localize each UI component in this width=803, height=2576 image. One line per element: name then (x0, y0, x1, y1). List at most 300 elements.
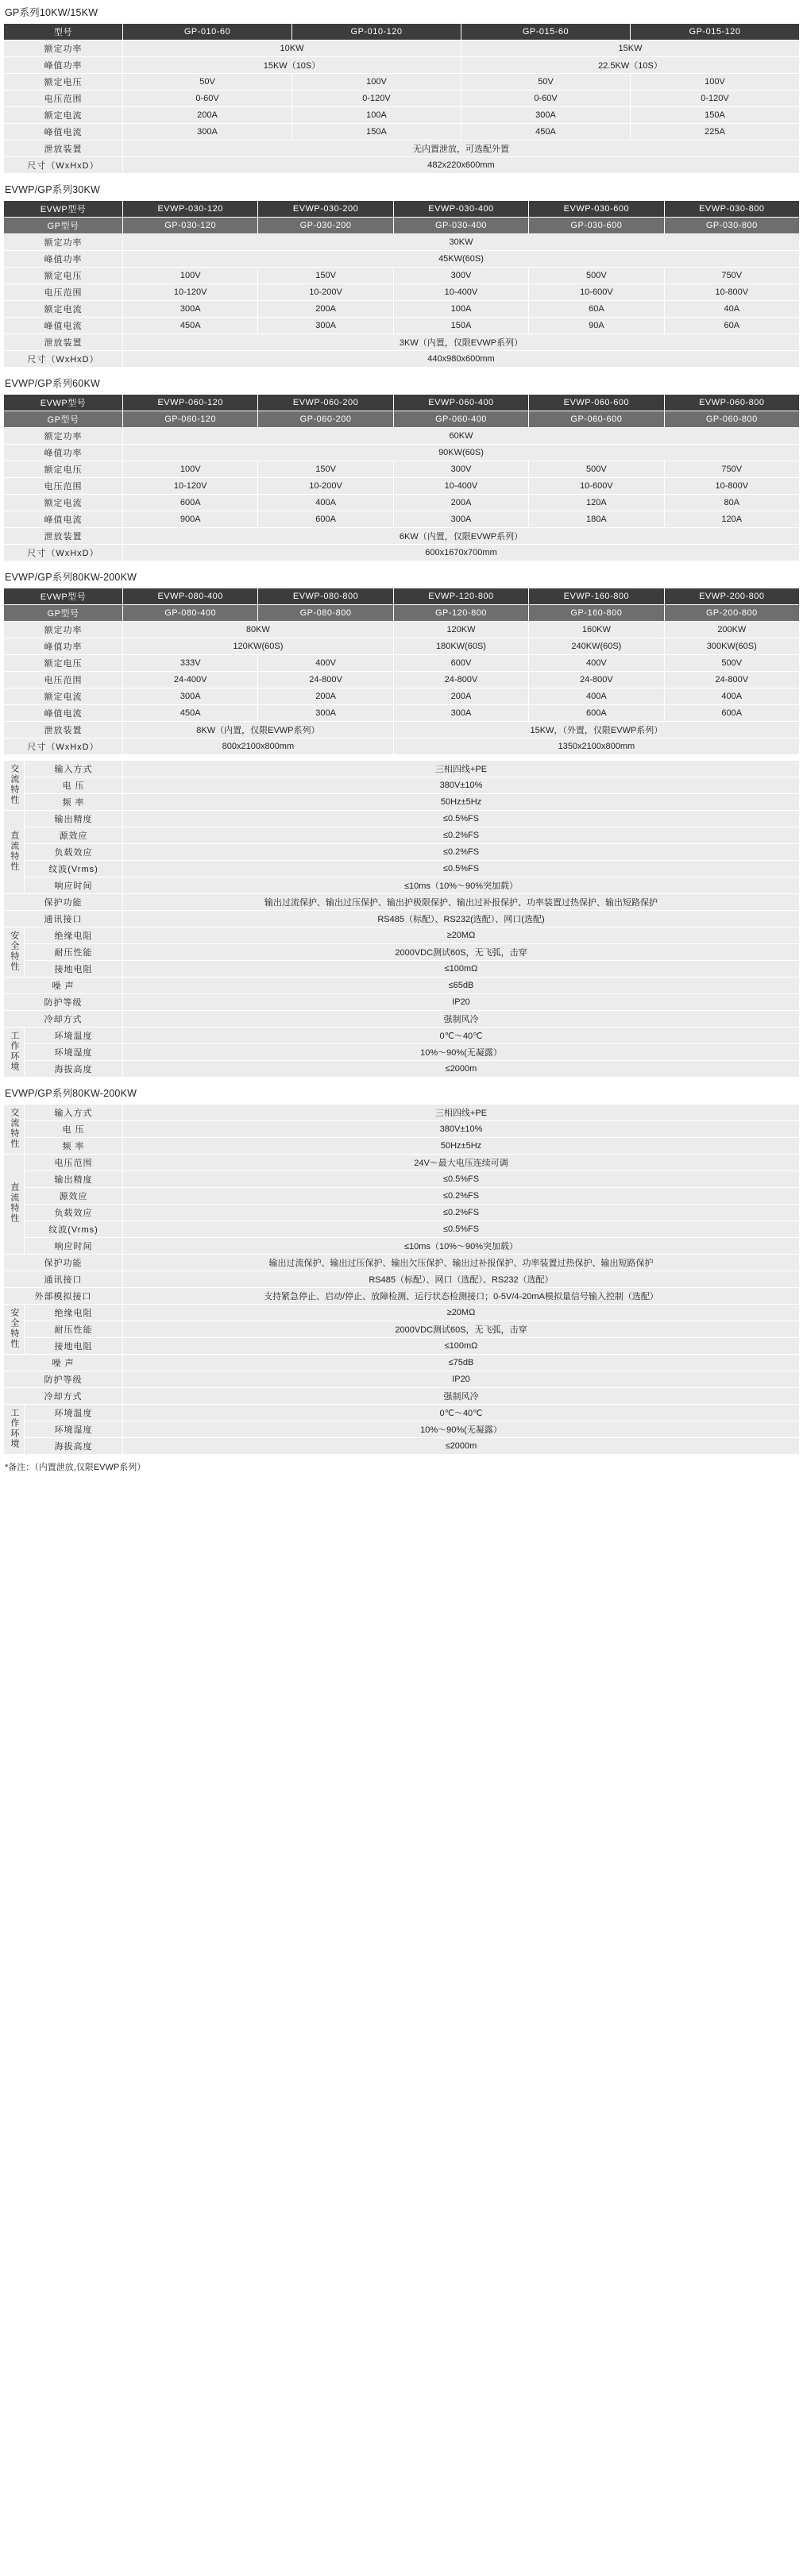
spec-label: 绝缘电阻 (25, 927, 123, 944)
row-value: 45KW(60S) (123, 251, 800, 268)
row-label: 泄放装置 (4, 722, 123, 738)
header-cell: EVWP-160-800 (529, 588, 664, 605)
table-row (4, 705, 800, 722)
spec-label: 耐压性能 (25, 1321, 123, 1338)
spec-label: 耐压性能 (25, 944, 123, 961)
table-row (4, 107, 800, 124)
row-value: 400A (258, 495, 393, 511)
spec-label: 负载效应 (25, 1205, 123, 1221)
row-value: 300KW(60S) (664, 638, 799, 655)
spec-value: 50Hz±5Hz (123, 794, 800, 811)
table-row (4, 738, 800, 755)
header-cell: EVWP-200-800 (664, 588, 799, 605)
table-row (4, 234, 800, 251)
spec-row (4, 844, 800, 861)
header-cell: EVWP-060-400 (393, 395, 528, 411)
table-header-row (4, 24, 800, 40)
row-value: 600A (664, 705, 799, 722)
table-row (4, 351, 800, 368)
row-value: 750V (664, 461, 799, 478)
section-title-evwp-60: EVWP/GP系列60KW (5, 378, 100, 389)
spec-value: ≤100mΩ (123, 961, 800, 978)
row-value: 0-60V (123, 91, 292, 107)
spec-row (4, 1405, 800, 1421)
row-value: 200A (393, 495, 528, 511)
row-value: 10-120V (123, 284, 258, 301)
spec-label: 环境温度 (25, 1028, 123, 1044)
header-cell: EVWP-030-400 (393, 201, 528, 218)
row-value: 300A (393, 511, 528, 528)
row-label: 电压范围 (4, 284, 123, 301)
spec-label: 保护功能 (4, 1255, 123, 1271)
subheader-cell: GP-060-200 (258, 411, 393, 428)
category-dc: 直流特性 (4, 1155, 25, 1255)
row-label: 尺寸（WxHxD） (4, 351, 123, 368)
spec-row (4, 1105, 800, 1121)
row-value: 60A (529, 301, 664, 318)
row-value: 160KW (529, 622, 664, 638)
table-evwp-60 (3, 394, 800, 561)
row-value: 24-400V (123, 672, 258, 688)
spec-value: 支持紧急停止、启动/停止、放障检测、运行状态检测接口；0-5V/4-20mA模拟量信号输入控制（选配） (123, 1288, 800, 1305)
row-value: 10-200V (258, 284, 393, 301)
row-value: 150A (393, 318, 528, 334)
row-value: 6KW（内置，仅限EVWP系列） (123, 528, 800, 545)
spec-value: 24V～最大电压连续可调 (123, 1155, 800, 1171)
header-cell: GP-010-60 (123, 24, 292, 40)
spec-value: IP20 (123, 994, 800, 1011)
table-subheader-row (4, 218, 800, 234)
spec-row (4, 1421, 800, 1438)
row-value: 225A (631, 124, 800, 141)
spec-value: 0℃～40℃ (123, 1405, 800, 1421)
row-label: 额定电流 (4, 301, 123, 318)
spec-row (4, 1388, 800, 1405)
spec-value: RS485（标配）、网口（选配）、RS232（选配） (123, 1271, 800, 1288)
row-value: 10-200V (258, 478, 393, 495)
header-cell: GP-010-120 (292, 24, 461, 40)
row-value: 120A (529, 495, 664, 511)
table-subheader-row (4, 605, 800, 622)
spec-label: 响应时间 (25, 1238, 123, 1255)
row-label: 额定功率 (4, 234, 123, 251)
subheader-cell: GP-060-400 (393, 411, 528, 428)
table-row (4, 688, 800, 705)
row-value: 150V (258, 461, 393, 478)
row-label: 额定电流 (4, 688, 123, 705)
row-value: 900A (123, 511, 258, 528)
header-cell: EVWP-120-800 (393, 588, 528, 605)
spec-value: ≤75dB (123, 1355, 800, 1371)
row-label: 电压范围 (4, 91, 123, 107)
subheader-cell: GP-080-400 (123, 605, 258, 622)
row-value: 500V (529, 461, 664, 478)
spec-value: 强制风冷 (123, 1011, 800, 1028)
spec-row (4, 1205, 800, 1221)
subheader-cell: GP-030-200 (258, 218, 393, 234)
row-value: 200A (123, 107, 292, 124)
row-value: 8KW（内置，仅限EVWP系列） (123, 722, 394, 738)
row-value: 300V (393, 268, 528, 284)
spec-value: ≤0.2%FS (123, 1205, 800, 1221)
row-value: 500V (664, 655, 799, 672)
row-value: 10-600V (529, 284, 664, 301)
spec-label: 环境湿度 (25, 1044, 123, 1061)
spec-label: 响应时间 (25, 877, 123, 894)
row-label: 额定功率 (4, 428, 123, 445)
spec-row (4, 1238, 800, 1255)
spec-row (4, 1271, 800, 1288)
spec-row (4, 777, 800, 794)
spec-row (4, 961, 800, 978)
row-value: 24-800V (529, 672, 664, 688)
spec-row (4, 1121, 800, 1138)
subheader-cell: GP-120-800 (393, 605, 528, 622)
spec-label: 通讯接口 (4, 1271, 123, 1288)
header-cell: EVWP-060-600 (529, 395, 664, 411)
table-row (4, 511, 800, 528)
row-value: 450A (123, 318, 258, 334)
spec-label: 防护等级 (4, 1371, 123, 1388)
row-value: 500V (529, 268, 664, 284)
row-label: 峰值电流 (4, 705, 123, 722)
row-value: 600x1670x700mm (123, 545, 800, 561)
spec-row (4, 1305, 800, 1321)
spec-value: 2000VDC测试60S，无飞弧，击穿 (123, 944, 800, 961)
row-value: 无内置泄放，可选配外置 (123, 141, 800, 157)
table-row (4, 91, 800, 107)
spec-row (4, 1355, 800, 1371)
row-value: 15KW，（外置，仅限EVWP系列） (393, 722, 799, 738)
row-value: 120KW (393, 622, 528, 638)
spec-label: 外部模拟接口 (4, 1288, 123, 1305)
spec-row (4, 1438, 800, 1455)
spec-value: 10%～90%(无凝露） (123, 1421, 800, 1438)
spec-label: 频 率 (25, 794, 123, 811)
table-row (4, 478, 800, 495)
header-cell: EVWP-060-120 (123, 395, 258, 411)
row-value: 333V (123, 655, 258, 672)
row-label: 尺寸（WxHxD） (4, 545, 123, 561)
spec-label: 环境温度 (25, 1405, 123, 1421)
table-row (4, 57, 800, 74)
spec-value: ≥20MΩ (123, 1305, 800, 1321)
table-row (4, 495, 800, 511)
row-value: 400A (529, 688, 664, 705)
row-value: 10-400V (393, 284, 528, 301)
table-gp-10-15 (3, 23, 800, 174)
spec-value: ≤100mΩ (123, 1338, 800, 1355)
spec-value: 强制风冷 (123, 1388, 800, 1405)
spec-label: 输入方式 (25, 761, 123, 777)
table-row (4, 461, 800, 478)
header-cell: EVWP-030-800 (664, 201, 799, 218)
spec-row (4, 927, 800, 944)
table-row (4, 40, 800, 57)
row-label: 峰值功率 (4, 638, 123, 655)
row-value: 60A (664, 318, 799, 334)
spec-value: ≤0.5%FS (123, 811, 800, 827)
spec-row (4, 894, 800, 911)
spec-row (4, 1338, 800, 1355)
row-label: 泄放装置 (4, 528, 123, 545)
row-value: 80A (664, 495, 799, 511)
row-label: 峰值功率 (4, 251, 123, 268)
subheader-cell: GP-160-800 (529, 605, 664, 622)
row-value: 440x980x600mm (123, 351, 800, 368)
category-environment: 工作环境 (4, 1405, 25, 1455)
spec-row (4, 1371, 800, 1388)
table-row (4, 528, 800, 545)
row-label: 额定电压 (4, 461, 123, 478)
row-value: 240KW(60S) (529, 638, 664, 655)
row-value: 482x220x600mm (123, 157, 800, 174)
header-cell: 型号 (4, 24, 123, 40)
row-value: 30KW (123, 234, 800, 251)
table-row (4, 722, 800, 738)
category-safety: 安全特性 (4, 1305, 25, 1355)
spec-row (4, 1061, 800, 1078)
row-value: 100V (292, 74, 461, 91)
spec-value: ≤0.5%FS (123, 861, 800, 877)
spec-row (4, 877, 800, 894)
spec-value: ≤65dB (123, 978, 800, 994)
spec-row (4, 861, 800, 877)
spec-row (4, 1255, 800, 1271)
table-row (4, 157, 800, 174)
row-value: 800x2100x800mm (123, 738, 394, 755)
row-value: 600V (393, 655, 528, 672)
table-header-row (4, 201, 800, 218)
category-ac: 交流特性 (4, 761, 25, 811)
row-label: 峰值电流 (4, 318, 123, 334)
spec-value: ≤10ms（10%～90%突加载） (123, 877, 800, 894)
spec-value: IP20 (123, 1371, 800, 1388)
table-row (4, 638, 800, 655)
table-row (4, 251, 800, 268)
row-label: 额定功率 (4, 622, 123, 638)
spec-value: 0℃～40℃ (123, 1028, 800, 1044)
spec-row (4, 1028, 800, 1044)
spec-value: ≤0.2%FS (123, 1188, 800, 1205)
spec-label: 纹波(Vrms) (25, 1221, 123, 1238)
subheader-cell: GP-060-120 (123, 411, 258, 428)
header-cell: EVWP型号 (4, 201, 123, 218)
spec-label: 噪 声 (4, 1355, 123, 1371)
spec-value: ≤0.2%FS (123, 827, 800, 844)
table-subheader-row (4, 411, 800, 428)
spec-row (4, 1155, 800, 1171)
spec-row (4, 1011, 800, 1028)
row-value: 150V (258, 268, 393, 284)
row-label: 尺寸（WxHxD） (4, 157, 123, 174)
table-row (4, 622, 800, 638)
header-cell: EVWP-080-800 (258, 588, 393, 605)
row-value: 3KW（内置，仅限EVWP系列） (123, 334, 800, 351)
spec-label: 频 率 (25, 1138, 123, 1155)
row-value: 24-800V (664, 672, 799, 688)
row-value: 0-60V (461, 91, 631, 107)
row-value: 300A (461, 107, 631, 124)
table-evwp-30 (3, 200, 800, 368)
row-value: 200A (393, 688, 528, 705)
row-value: 0-120V (292, 91, 461, 107)
row-value: 450A (123, 705, 258, 722)
table-row (4, 268, 800, 284)
row-value: 150A (631, 107, 800, 124)
spec-row (4, 944, 800, 961)
row-value: 10KW (123, 40, 461, 57)
spec-row (4, 978, 800, 994)
row-value: 600A (258, 511, 393, 528)
row-value: 90KW(60S) (123, 445, 800, 461)
table-row (4, 445, 800, 461)
spec-label: 电压范围 (25, 1155, 123, 1171)
row-value: 40A (664, 301, 799, 318)
row-label: 额定电流 (4, 495, 123, 511)
spec-label: 输出精度 (25, 1171, 123, 1188)
spec-label: 防护等级 (4, 994, 123, 1011)
spec-row (4, 827, 800, 844)
row-value: 100V (631, 74, 800, 91)
table-general-specs-2 (3, 1104, 800, 1455)
subheader-cell: GP-030-800 (664, 218, 799, 234)
table-row (4, 141, 800, 157)
spec-value: ≤0.5%FS (123, 1171, 800, 1188)
row-value: 100V (123, 461, 258, 478)
row-value: 15KW (461, 40, 800, 57)
header-cell: EVWP-030-200 (258, 201, 393, 218)
spec-value: 10%～90%(无凝露） (123, 1044, 800, 1061)
row-value: 0-120V (631, 91, 800, 107)
row-value: 300A (393, 705, 528, 722)
category-safety: 安全特性 (4, 927, 25, 978)
table-row (4, 334, 800, 351)
spec-label: 冷却方式 (4, 1388, 123, 1405)
subheader-cell: GP-030-400 (393, 218, 528, 234)
spec-value: ≤2000m (123, 1438, 800, 1455)
section-title-evwp-80-200-specs: EVWP/GP系列80KW-200KW (5, 1088, 137, 1099)
spec-label: 源效应 (25, 1188, 123, 1205)
spec-label: 噪 声 (4, 978, 123, 994)
spec-label: 电 压 (25, 1121, 123, 1138)
row-value: 300A (123, 688, 258, 705)
spec-label: 负载效应 (25, 844, 123, 861)
row-value: 300A (258, 705, 393, 722)
spec-label: 接地电阻 (25, 1338, 123, 1355)
spec-label: 环境湿度 (25, 1421, 123, 1438)
row-label: 额定电压 (4, 74, 123, 91)
footnote: *备注：（内置泄放,仅限EVWP系列） (5, 1463, 146, 1472)
row-value: 15KW（10S） (123, 57, 461, 74)
row-value: 180KW(60S) (393, 638, 528, 655)
spec-label: 保护功能 (4, 894, 123, 911)
spec-row (4, 1221, 800, 1238)
spec-row (4, 761, 800, 777)
section-title-evwp-30: EVWP/GP系列30KW (5, 184, 100, 195)
row-value: 24-800V (393, 672, 528, 688)
spec-value: ≤0.2%FS (123, 844, 800, 861)
subheader-cell: GP-030-120 (123, 218, 258, 234)
table-general-specs-1 (3, 760, 800, 1078)
spec-row (4, 811, 800, 827)
spec-label: 绝缘电阻 (25, 1305, 123, 1321)
table-header-row (4, 588, 800, 605)
spec-label: 纹波(Vrms) (25, 861, 123, 877)
table-evwp-80-200 (3, 588, 800, 755)
table-header-row (4, 395, 800, 411)
table-row (4, 672, 800, 688)
subheader-cell: GP-080-800 (258, 605, 393, 622)
row-value: 60KW (123, 428, 800, 445)
row-label: 尺寸（WxHxD） (4, 738, 123, 755)
subheader-cell: GP-030-600 (529, 218, 664, 234)
spec-value: ≤10ms（10%～90%突加载） (123, 1238, 800, 1255)
header-cell: GP-015-60 (461, 24, 631, 40)
row-value: 300V (393, 461, 528, 478)
row-value: 10-400V (393, 478, 528, 495)
row-value: 300A (258, 318, 393, 334)
spec-row (4, 1288, 800, 1305)
row-value: 150A (292, 124, 461, 141)
spec-value: 2000VDC测试60S，无飞弧，击穿 (123, 1321, 800, 1338)
row-value: 24-800V (258, 672, 393, 688)
subheader-cell: GP-060-800 (664, 411, 799, 428)
row-value: 180A (529, 511, 664, 528)
row-value: 400V (529, 655, 664, 672)
spec-row (4, 794, 800, 811)
header-cell: EVWP-030-600 (529, 201, 664, 218)
spec-row (4, 994, 800, 1011)
row-value: 120KW(60S) (123, 638, 394, 655)
row-value: 90A (529, 318, 664, 334)
spec-value: 380V±10% (123, 1121, 800, 1138)
spec-label: 冷却方式 (4, 1011, 123, 1028)
row-label: 峰值功率 (4, 57, 123, 74)
row-label: 泄放装置 (4, 334, 123, 351)
table-row (4, 74, 800, 91)
row-value: 10-600V (529, 478, 664, 495)
row-value: 1350x2100x800mm (393, 738, 799, 755)
row-label: 峰值电流 (4, 511, 123, 528)
category-dc: 直流特性 (4, 811, 25, 894)
row-label: 额定电压 (4, 268, 123, 284)
row-value: 400V (258, 655, 393, 672)
spec-label: 源效应 (25, 827, 123, 844)
row-value: 80KW (123, 622, 394, 638)
row-value: 200A (258, 688, 393, 705)
category-ac: 交流特性 (4, 1105, 25, 1155)
header-cell: EVWP-060-200 (258, 395, 393, 411)
row-label: 额定功率 (4, 40, 123, 57)
spec-value: 输出过流保护、输出过压保护、输出护极限保护、输出过补报保护、功率装置过热保护、输出短路保护 (123, 894, 800, 911)
row-value: 22.5KW（10S） (461, 57, 800, 74)
row-value: 100A (292, 107, 461, 124)
spec-row (4, 1138, 800, 1155)
section-title-evwp-80-200: EVWP/GP系列80KW-200KW (5, 572, 137, 583)
spec-value: ≤2000m (123, 1061, 800, 1078)
row-value: 10-800V (664, 284, 799, 301)
subheader-cell: GP-060-600 (529, 411, 664, 428)
row-value: 10-120V (123, 478, 258, 495)
section-title-gp-10-15: GP系列10KW/15KW (5, 7, 98, 18)
subheader-cell: GP-200-800 (664, 605, 799, 622)
spec-row (4, 911, 800, 927)
spec-label: 输入方式 (25, 1105, 123, 1121)
row-label: 泄放装置 (4, 141, 123, 157)
spec-row (4, 1171, 800, 1188)
row-value: 10-800V (664, 478, 799, 495)
